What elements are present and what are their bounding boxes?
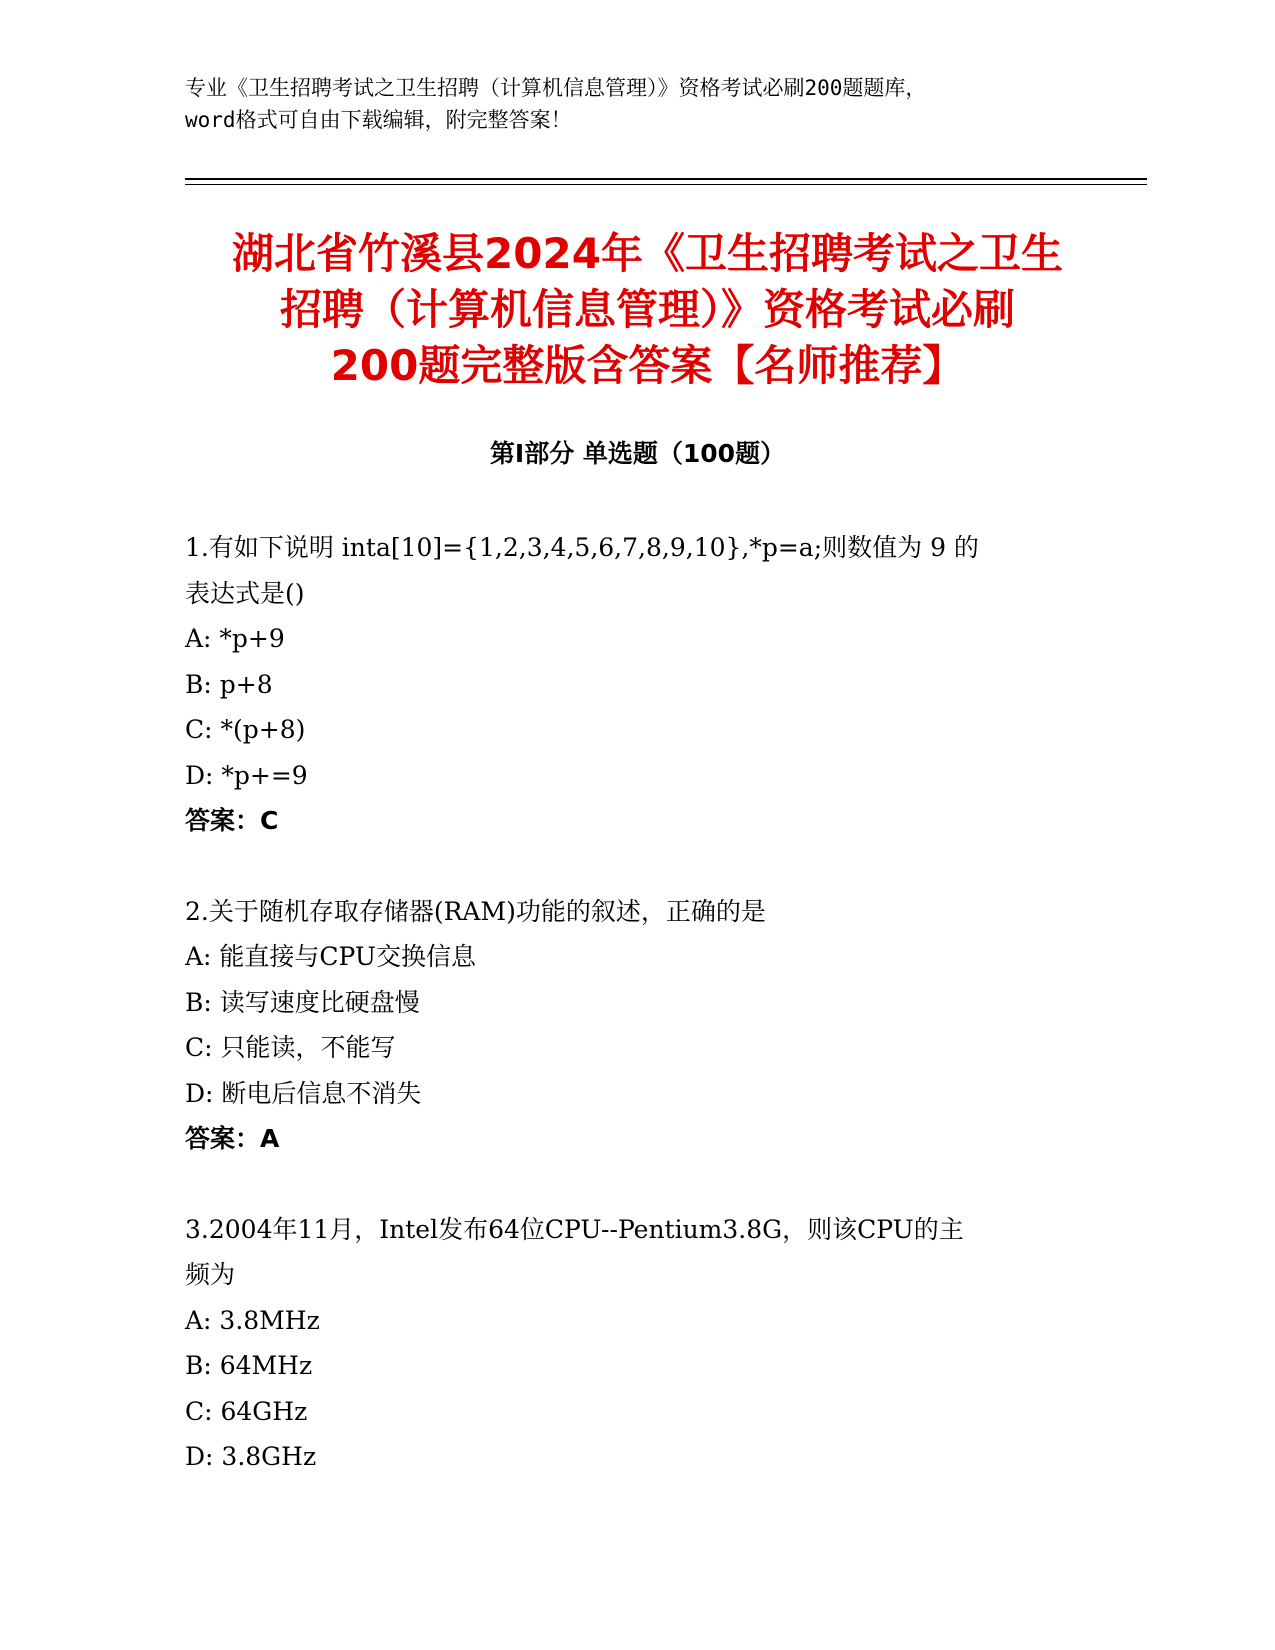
option-c: C: 64GHz bbox=[185, 1396, 308, 1426]
header-note bbox=[185, 72, 1105, 136]
question-1 bbox=[185, 525, 1085, 844]
question-stem-continued: 表达式是() bbox=[185, 578, 305, 608]
option-a: A: 能直接与CPU交换信息 bbox=[185, 942, 477, 971]
section-title: 第Ⅰ部分 单选题（100题） bbox=[489, 439, 786, 468]
option-b: B: 64MHz bbox=[185, 1351, 313, 1380]
document-title bbox=[160, 226, 1135, 394]
answer-label: 答案：C bbox=[185, 806, 279, 835]
question-stem: 1.有如下说明 inta[10]={1,2,3,4,5,6,7,8,9,10},*p=a;则数值为 9 的 bbox=[185, 533, 979, 562]
option-d: D: 断电后信息不消失 bbox=[185, 1078, 422, 1108]
answer-label: 答案：A bbox=[185, 1124, 280, 1153]
header-note-line-1: 专业《卫生招聘考试之卫生招聘（计算机信息管理）》资格考试必刷200题题库， bbox=[185, 76, 927, 100]
document-title-line-1: 湖北省竹溪县2024年《卫生招聘考试之卫生 bbox=[232, 229, 1063, 278]
option-c: C: *(p+8) bbox=[185, 715, 306, 744]
option-c: C: 只能读，不能写 bbox=[185, 1033, 396, 1062]
question-3 bbox=[185, 1207, 1085, 1480]
question-list bbox=[185, 525, 1085, 1525]
option-b: B: p+8 bbox=[185, 669, 273, 699]
header-note-line-2: word格式可自由下载编辑，附完整答案！ bbox=[185, 108, 572, 132]
option-d: D: 3.8GHz bbox=[185, 1442, 317, 1471]
option-d: D: *p+=9 bbox=[185, 760, 308, 790]
question-stem: 3.2004年11月，Intel发布64位CPU--Pentium3.8G，则该CPU的主 bbox=[185, 1214, 964, 1244]
header-divider-thin bbox=[185, 184, 1147, 185]
question-stem: 2.关于随机存取存储器(RAM)功能的叙述，正确的是 bbox=[185, 896, 766, 926]
document-title-line-3: 200题完整版含答案【名师推荐】 bbox=[330, 341, 965, 390]
option-a: A: 3.8MHz bbox=[185, 1305, 320, 1335]
question-stem-continued: 频为 bbox=[185, 1260, 236, 1289]
document-title-line-2: 招聘（计算机信息管理）》资格考试必刷 bbox=[279, 285, 1015, 334]
option-a: A: *p+9 bbox=[185, 624, 285, 653]
question-2 bbox=[185, 889, 1085, 1162]
header-divider-thick bbox=[185, 178, 1147, 180]
option-b: B: 读写速度比硬盘慢 bbox=[185, 987, 420, 1017]
